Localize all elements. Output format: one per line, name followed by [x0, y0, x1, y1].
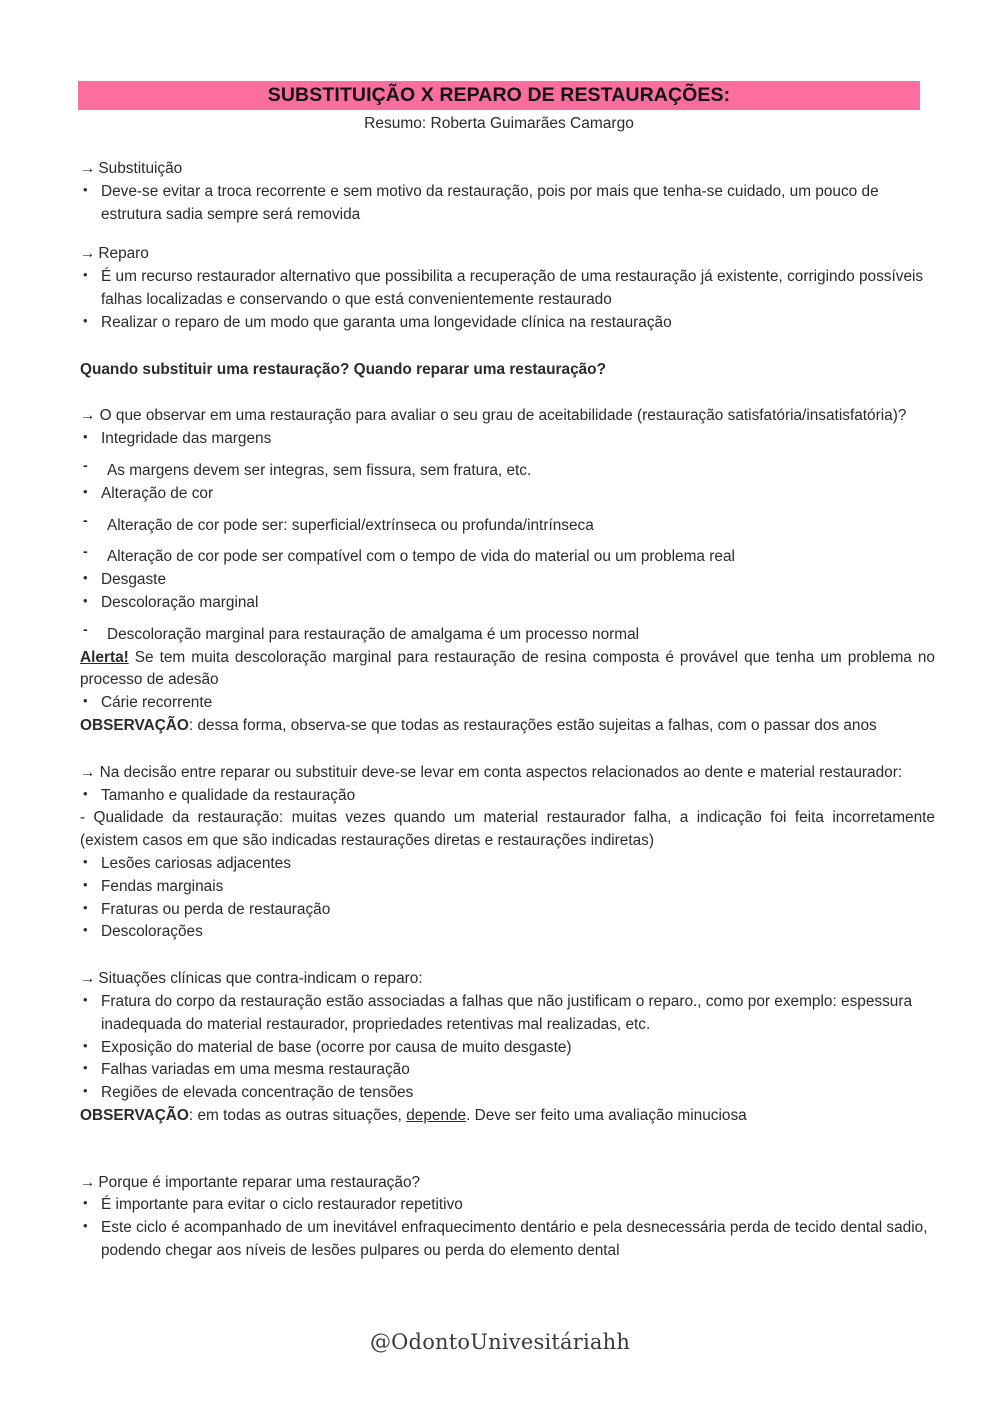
heading-substituicao [80, 158, 935, 181]
sub-list-item: - Alteração de cor pode ser: superficial/extrínseca ou profunda/intrínseca [80, 515, 935, 538]
observacao-emphasis: depende [406, 1106, 467, 1124]
arrow-icon: → [80, 160, 96, 177]
alerta-label: Alerta! [80, 648, 129, 666]
spacer [80, 615, 935, 624]
paragraph-o-que-observar [80, 405, 935, 428]
document-title-banner [78, 81, 920, 110]
footer-social-handle: @OdontoUnivesitáriahh [369, 1330, 631, 1354]
spacer [80, 451, 935, 460]
list-item: • Desgaste [80, 569, 935, 592]
heading-reparo-label: Reparo [98, 245, 149, 263]
arrow-icon: → [80, 407, 96, 425]
list-item: • Lesões cariosas adjacentes [80, 853, 935, 876]
arrow-icon: → [80, 970, 96, 988]
spacer [80, 1128, 935, 1172]
paragraph-alerta [80, 647, 935, 693]
list-item: • É um recurso restaurador alternativo que possibilita a recuperação de uma restauração já existente, corrigindo possíveis falhas localizadas e conservando o que está convenientemente restaurado [80, 266, 935, 312]
list-item: • Fraturas ou perda de restauração [80, 899, 935, 922]
heading-quando-substituir: Quando substituir uma restauração? Quando reparar uma restauração? [80, 360, 606, 378]
observacao-text: : dessa forma, observa-se que todas as restaurações estão sujeitas a falhas, com o passar dos anos [188, 716, 877, 734]
heading-porque-importante [80, 1172, 935, 1195]
paragraph-qualidade-restauracao: - Qualidade da restauração: muitas vezes quando um material restaurador falha, a indicação foi feita incorretamente (existem casos em que são indicadas restaurações diretas e restaurações indiretas) [80, 809, 935, 850]
heading-porque-importante-label: Porque é importante reparar uma restauração? [98, 1173, 421, 1191]
arrow-icon: → [80, 763, 96, 781]
list-item: • Realizar o reparo de um modo que garanta uma longevidade clínica na restauração [80, 312, 935, 335]
spacer [80, 381, 935, 405]
list-item: • Descoloração marginal [80, 592, 935, 615]
heading-reparo [80, 243, 935, 266]
heading-contra-indicacoes-label: Situações clínicas que contra-indicam o reparo: [98, 970, 423, 988]
observacao-text-pre: : em todas as outras situações, [188, 1106, 407, 1124]
list-item: • Fratura do corpo da restauração estão associadas a falhas que não justificam o reparo., como por exemplo: espessura inadequada do material restaurador, propriedades retentivas mal realizadas, etc. [80, 991, 935, 1037]
list-item: • Alteração de cor [80, 483, 935, 506]
list-item: • Deve-se evitar a troca recorrente e sem motivo da restauração, pois por mais que tenha-se cuidado, um pouco de estrutura sadia sempre será removida [80, 181, 935, 227]
spacer [80, 537, 935, 546]
list-item: • Fendas marginais [80, 876, 935, 899]
arrow-icon: → [80, 245, 96, 263]
sub-list-item: - Descoloração marginal para restauração de amalgama é um processo normal [80, 624, 935, 647]
list-item: • Regiões de elevada concentração de tensões [80, 1082, 935, 1105]
alerta-text: Se tem muita descoloração marginal para restauração de resina composta é provável que tenha um problema no processo de adesão [80, 648, 935, 689]
list-item: • Tamanho e qualidade da restauração [80, 785, 935, 808]
spacer [80, 335, 935, 359]
paragraph-o-que-observar-text: O que observar em uma restauração para avaliar o seu grau de aceitabilidade (restauração satisfatória/insatisfatória)? [99, 407, 907, 425]
spacer [80, 738, 935, 762]
paragraph-na-decisao [80, 762, 935, 785]
arrow-icon: → [80, 1173, 96, 1191]
list-item: • Cárie recorrente [80, 692, 935, 715]
paragraph-observacao-1 [80, 715, 935, 738]
heading-substituicao-label: Substituição [98, 160, 183, 177]
list-item: • Integridade das margens [80, 428, 935, 451]
document-body [80, 158, 935, 1263]
observacao-label: OBSERVAÇÃO [80, 716, 189, 734]
sub-list-item: - As margens devem ser integras, sem fissura, sem fratura, etc. [80, 460, 935, 483]
observacao-text-post: . Deve ser feito uma avaliação minuciosa [466, 1106, 747, 1124]
paragraph-na-decisao-text: Na decisão entre reparar ou substituir deve-se levar em conta aspectos relacionados ao dente e material restaurador: [99, 763, 903, 781]
paragraph-observacao-2 [80, 1105, 935, 1128]
list-item: • Falhas variadas em uma mesma restauração [80, 1059, 935, 1082]
observacao-label: OBSERVAÇÃO [80, 1106, 189, 1124]
heading-contra-indicacoes [80, 968, 935, 991]
list-item: • Este ciclo é acompanhado de um inevitável enfraquecimento dentário e pela desnecessária perda de tecido dental sadio, podendo chegar aos níveis de lesões pulpares ou perda do elemento dental [80, 1217, 935, 1263]
sub-list-item: - Alteração de cor pode ser compatível com o tempo de vida do material ou um problema real [80, 546, 935, 569]
list-item: • Descolorações [80, 921, 935, 944]
list-item: • É importante para evitar o ciclo restaurador repetitivo [80, 1194, 935, 1217]
list-item: • Exposição do material de base (ocorre por causa de muito desgaste) [80, 1037, 935, 1060]
page-title: SUBSTITUIÇÃO X REPARO DE RESTAURAÇÕES: [267, 84, 731, 106]
document-subtitle: Resumo: Roberta Guimarães Camargo [364, 115, 634, 132]
spacer [80, 226, 935, 243]
spacer [80, 944, 935, 968]
spacer [80, 506, 935, 515]
